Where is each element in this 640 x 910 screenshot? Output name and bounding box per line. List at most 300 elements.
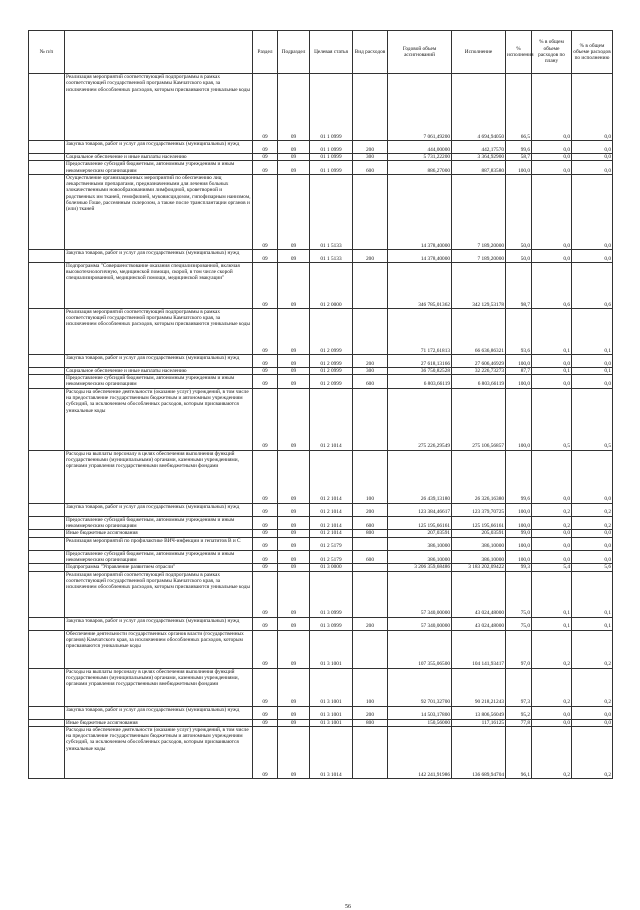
cell-share-exec: 0,2 (572, 516, 613, 530)
cell-plan: 886,27000 (388, 161, 452, 175)
cell-ispoln: 66 636,86321 (452, 308, 506, 354)
cell-vr (353, 571, 388, 617)
cell-share-exec: 0,0 (572, 719, 613, 726)
cell-num (29, 617, 65, 630)
table-row (29, 550, 613, 564)
cell-share-exec: 0,0 (572, 74, 613, 141)
cell-csr: 01 3 1001 (310, 668, 353, 706)
cell-share-plan: 0,1 (532, 367, 572, 374)
cell-name-text: Предоставление субсидий бюджетным, автономным учреждениям и иным некоммерческим организациям (66, 161, 235, 174)
cell-podrazdel: 09 (278, 450, 310, 503)
cell-razdel: 09 (253, 174, 278, 249)
cell-ispoln: 275 106,56857 (452, 388, 506, 450)
cell-share-exec: 0,0 (572, 550, 613, 564)
cell-plan: 346 785,01362 (388, 262, 452, 308)
cell-num (29, 550, 65, 564)
cell-csr: 01 1 0999 (310, 74, 353, 141)
cell-share-exec: 0,2 (572, 668, 613, 706)
cell-ispoln: 205,03591 (452, 530, 506, 537)
cell-vr (353, 726, 388, 778)
cell-name-text: Обеспечение деятельности государственных органов власти (государственных органов) Камчатского края, за исключением обособленных расходов, которым присваиваются уникальные коды (66, 630, 244, 650)
cell-plan: 150,56000 (388, 719, 452, 726)
cell-name (65, 630, 253, 668)
table-row (29, 375, 613, 389)
table-row (29, 726, 613, 778)
cell-name (65, 161, 253, 175)
cell-razdel: 09 (253, 516, 278, 530)
cell-num (29, 450, 65, 503)
cell-name-text: Закупка товаров, работ и услуг для государственных (муниципальных) нужд (66, 249, 240, 256)
table-row (29, 154, 613, 161)
cell-name-text: Осуществление организационных мероприятий по обеспечению лиц лекарственными препаратами, предназначенными для лечения больных злокачественными новообразованиями лимфоидной, кроветворной и родственных им тканей, гемофилией, муковисцидозом, гипофизарным нанизмом, болезнью Гоше, рассеянным склерозом, а также после трансплантации органов и (или) тканей (66, 174, 251, 213)
cell-pct: 93,6 (506, 308, 532, 354)
cell-num (29, 161, 65, 175)
cell-vr (353, 564, 388, 571)
cell-name (65, 516, 253, 530)
cell-csr: 01 3 1001 (310, 706, 353, 719)
cell-razdel: 09 (253, 530, 278, 537)
cell-share-plan: 0,0 (532, 74, 572, 141)
cell-pct: 100,0 (506, 503, 532, 516)
cell-name-text: Предоставление субсидий бюджетным, автономным учреждениям и иным некоммерческим организациям (66, 550, 235, 563)
cell-num (29, 249, 65, 262)
cell-name-text: Расходы на выплаты персоналу в целях обеспечения выполнения функций государственными (муниципальными) органами, казенными учреждениями, органами управления государственными внебюджетными фондами (66, 450, 239, 470)
cell-name-text: Закупка товаров, работ и услуг для государственных (муниципальных) нужд (66, 706, 240, 713)
cell-share-exec: 0,0 (572, 354, 613, 367)
table-row (29, 141, 613, 154)
cell-vr: 600 (353, 161, 388, 175)
cell-csr: 01 2 1014 (310, 388, 353, 450)
cell-vr (353, 174, 388, 249)
cell-num (29, 262, 65, 308)
cell-plan: 5 731,22200 (388, 154, 452, 161)
cell-ispoln: 27 606,46929 (452, 354, 506, 367)
header-csr: Целевая статья (310, 31, 353, 74)
cell-vr: 200 (353, 249, 388, 262)
cell-vr: 200 (353, 354, 388, 367)
cell-share-exec: 0,2 (572, 726, 613, 778)
cell-ispoln: 32 226,73273 (452, 367, 506, 374)
cell-plan: 14 378,40000 (388, 249, 452, 262)
cell-podrazdel: 09 (278, 503, 310, 516)
cell-razdel: 09 (253, 367, 278, 374)
cell-ispoln: 117,16125 (452, 719, 506, 726)
cell-plan: 14 378,40000 (388, 174, 452, 249)
cell-num (29, 706, 65, 719)
cell-razdel: 09 (253, 706, 278, 719)
cell-podrazdel: 09 (278, 141, 310, 154)
cell-share-plan: 0,0 (532, 174, 572, 249)
cell-num (29, 564, 65, 571)
cell-pct: 58,7 (506, 154, 532, 161)
cell-share-plan: 0,6 (532, 262, 572, 308)
cell-name (65, 388, 253, 450)
cell-csr: 01 1 0999 (310, 161, 353, 175)
table-row (29, 174, 613, 249)
cell-share-plan: 0,0 (532, 354, 572, 367)
cell-plan: 57 340,00000 (388, 571, 452, 617)
cell-num (29, 571, 65, 617)
cell-podrazdel: 09 (278, 262, 310, 308)
cell-ispoln: 123 379,70725 (452, 503, 506, 516)
cell-num (29, 630, 65, 668)
cell-vr: 200 (353, 141, 388, 154)
cell-razdel: 09 (253, 262, 278, 308)
cell-ispoln: 887,83580 (452, 161, 506, 175)
cell-share-exec: 0,5 (572, 388, 613, 450)
cell-share-exec: 0,6 (572, 262, 613, 308)
cell-share-plan: 0,2 (532, 503, 572, 516)
cell-plan: 92 701,32700 (388, 668, 452, 706)
table-row (29, 367, 613, 374)
cell-num (29, 530, 65, 537)
cell-plan: 6 803,66119 (388, 375, 452, 389)
cell-vr: 200 (353, 503, 388, 516)
cell-share-plan: 0,0 (532, 161, 572, 175)
cell-share-exec: 0,0 (572, 537, 613, 550)
table-row (29, 571, 613, 617)
cell-name-text: Реализация мероприятий по профилактике ВИЧ-инфекции и гепатитов В и С (66, 537, 241, 544)
cell-csr: 01 2 5179 (310, 537, 353, 550)
cell-name (65, 726, 253, 778)
cell-name-text: Расходы на обеспечение деятельности (оказание услуг) учреждений, в том числе на предоставление государственным бюджетным и автономным учреждениям субсидий, за исключением обособленных расходов, которым присваиваются уникальные коды (66, 726, 249, 752)
cell-razdel: 09 (253, 668, 278, 706)
header-share-exec: % в общем объеме расходов по исполнению (572, 31, 613, 74)
cell-num (29, 719, 65, 726)
cell-podrazdel: 09 (278, 630, 310, 668)
cell-name-text: Закупка товаров, работ и услуг для государственных (муниципальных) нужд (66, 354, 240, 361)
cell-pct: 100,0 (506, 388, 532, 450)
cell-vr: 100 (353, 450, 388, 503)
cell-vr (353, 308, 388, 354)
cell-share-exec: 0,2 (572, 630, 613, 668)
cell-ispoln: 6 803,66119 (452, 375, 506, 389)
cell-pct: 100,0 (506, 550, 532, 564)
cell-vr (353, 630, 388, 668)
cell-name-text: Реализация мероприятий соответствующей подпрограммы в рамках соответствующей государственной программы Камчатского края, за исключением обособленных расходов, которым присваиваются уникальные коды (66, 308, 250, 328)
cell-name (65, 354, 253, 367)
cell-name-text: Расходы на выплаты персоналу в целях обеспечения выполнения функций государственными (муниципальными) органами, казенными учреждениями, органами управления государственными внебюджетными фондами (66, 668, 239, 688)
cell-share-plan: 0,0 (532, 550, 572, 564)
cell-podrazdel: 09 (278, 249, 310, 262)
cell-name-text: Социальное обеспечение и иные выплаты населению (66, 154, 187, 160)
cell-share-exec: 0,0 (572, 249, 613, 262)
cell-name-text: Реализация мероприятий соответствующей подпрограммы в рамках соответствующей государственной программы Камчатского края, за исключением обособленных расходов, которым присваиваются уникальные коды (66, 74, 250, 93)
cell-razdel: 09 (253, 308, 278, 354)
cell-csr: 01 2 5179 (310, 550, 353, 564)
cell-ispoln: 43 024,48000 (452, 617, 506, 630)
header-num: № п/п (29, 31, 65, 74)
cell-csr: 01 2 1014 (310, 516, 353, 530)
cell-pct: 99,6 (506, 141, 532, 154)
cell-csr: 01 2 1014 (310, 503, 353, 516)
cell-share-exec: 0,2 (572, 503, 613, 516)
header-pct: % исполнения (506, 31, 532, 74)
cell-razdel: 09 (253, 354, 278, 367)
cell-share-exec: 0,0 (572, 161, 613, 175)
cell-podrazdel: 09 (278, 516, 310, 530)
cell-csr: 01 2 1014 (310, 530, 353, 537)
cell-name (65, 571, 253, 617)
cell-podrazdel: 09 (278, 354, 310, 367)
cell-share-exec: 0,0 (572, 530, 613, 537)
cell-name (65, 375, 253, 389)
cell-num (29, 354, 65, 367)
table-row (29, 530, 613, 537)
cell-podrazdel: 09 (278, 537, 310, 550)
cell-plan: 107 355,06500 (388, 630, 452, 668)
cell-name (65, 308, 253, 354)
cell-pct: 96,1 (506, 726, 532, 778)
cell-razdel: 09 (253, 388, 278, 450)
cell-share-plan: 0,0 (532, 154, 572, 161)
cell-name-text: Социальное обеспечение и иные выплаты населению (66, 367, 187, 374)
cell-num (29, 537, 65, 550)
cell-name (65, 262, 253, 308)
cell-vr: 200 (353, 617, 388, 630)
cell-vr: 100 (353, 668, 388, 706)
cell-share-exec: 0,1 (572, 308, 613, 354)
cell-razdel: 09 (253, 450, 278, 503)
header-ispoln: Исполнение (452, 31, 506, 74)
cell-podrazdel: 09 (278, 74, 310, 141)
cell-name-text: Подпрограмма "Совершенствование оказания специализированной, включая высокотехнологичную, медицинской помощи, скорой, в том числе скорой специализированной, медицинской помощи, медицинской эвакуации" (66, 262, 240, 282)
table-row (29, 537, 613, 550)
cell-share-plan: 5,4 (532, 564, 572, 571)
cell-plan: 71 172,61813 (388, 308, 452, 354)
table-row (29, 706, 613, 719)
cell-ispoln: 4 694,94050 (452, 74, 506, 141)
cell-plan: 123 384,46617 (388, 503, 452, 516)
cell-name (65, 668, 253, 706)
cell-num (29, 516, 65, 530)
cell-share-plan: 0,1 (532, 308, 572, 354)
cell-podrazdel: 09 (278, 530, 310, 537)
cell-num (29, 141, 65, 154)
header-name (65, 31, 253, 74)
table-row (29, 503, 613, 516)
cell-share-plan: 0,5 (532, 388, 572, 450)
cell-ispoln: 442,17570 (452, 141, 506, 154)
cell-plan: 26 439,13180 (388, 450, 452, 503)
table-row (29, 388, 613, 450)
cell-vr: 600 (353, 375, 388, 389)
cell-name-text: Закупка товаров, работ и услуг для государственных (муниципальных) нужд (66, 503, 240, 510)
cell-plan: 444,00000 (388, 141, 452, 154)
cell-ispoln: 342 129,53178 (452, 262, 506, 308)
cell-pct: 75,0 (506, 617, 532, 630)
table-row (29, 450, 613, 503)
cell-pct: 100,0 (506, 516, 532, 530)
cell-name (65, 719, 253, 726)
cell-csr: 01 2 0999 (310, 367, 353, 374)
table-row (29, 74, 613, 141)
cell-csr: 01 1 0999 (310, 154, 353, 161)
cell-share-plan: 0,0 (532, 450, 572, 503)
cell-plan: 57 340,00000 (388, 617, 452, 630)
cell-pct: 75,0 (506, 571, 532, 617)
budget-table (28, 30, 613, 779)
cell-name-text: Иные бюджетные ассигнования (66, 719, 138, 726)
cell-name (65, 141, 253, 154)
cell-csr: 01 3 1014 (310, 726, 353, 778)
cell-podrazdel: 09 (278, 571, 310, 617)
cell-vr: 300 (353, 154, 388, 161)
cell-pct: 50,0 (506, 174, 532, 249)
cell-share-plan: 0,2 (532, 516, 572, 530)
cell-num (29, 74, 65, 141)
cell-share-plan: 0,0 (532, 719, 572, 726)
cell-share-plan: 0,0 (532, 375, 572, 389)
cell-ispoln: 3 364,92900 (452, 154, 506, 161)
cell-share-plan: 0,0 (532, 537, 572, 550)
cell-share-exec: 0,0 (572, 450, 613, 503)
cell-ispoln: 136 689,94704 (452, 726, 506, 778)
page-number: 56 (345, 904, 351, 910)
table-row (29, 564, 613, 571)
cell-podrazdel: 09 (278, 308, 310, 354)
cell-podrazdel: 09 (278, 719, 310, 726)
cell-ispoln: 125 195,66161 (452, 516, 506, 530)
cell-podrazdel: 09 (278, 174, 310, 249)
table-row (29, 354, 613, 367)
cell-plan: 207,03591 (388, 530, 452, 537)
cell-name (65, 537, 253, 550)
cell-name-text: Расходы на обеспечение деятельности (оказание услуг) учреждений, в том числе на предоставление государственным бюджетным и автономным учреждениям субсидий, за исключением обособленных расходов, которым присваиваются уникальные коды (66, 388, 249, 414)
header-plan: Годовой объем ассигнований (388, 31, 452, 74)
cell-num (29, 154, 65, 161)
cell-share-exec: 5,6 (572, 564, 613, 571)
cell-share-exec: 0,0 (572, 375, 613, 389)
document-page (28, 30, 612, 910)
cell-plan: 275 226,29549 (388, 388, 452, 450)
cell-razdel: 09 (253, 564, 278, 571)
cell-podrazdel: 09 (278, 617, 310, 630)
cell-plan: 7 061,49200 (388, 74, 452, 141)
cell-name (65, 450, 253, 503)
cell-plan: 125 195,66161 (388, 516, 452, 530)
cell-share-plan: 0,0 (532, 706, 572, 719)
cell-csr: 01 2 1014 (310, 450, 353, 503)
cell-name (65, 564, 253, 571)
cell-razdel: 09 (253, 550, 278, 564)
cell-ispoln: 386,10000 (452, 550, 506, 564)
cell-plan: 27 618,13166 (388, 354, 452, 367)
cell-podrazdel: 09 (278, 564, 310, 571)
cell-csr: 01 3 0000 (310, 564, 353, 571)
cell-share-exec: 0,1 (572, 367, 613, 374)
cell-csr: 01 3 1001 (310, 719, 353, 726)
cell-share-plan: 0,1 (532, 617, 572, 630)
cell-name (65, 74, 253, 141)
cell-pct: 95,2 (506, 706, 532, 719)
cell-ispoln: 386,10000 (452, 537, 506, 550)
cell-name-text: Закупка товаров, работ и услуг для государственных (муниципальных) нужд (66, 617, 240, 624)
table-row (29, 719, 613, 726)
cell-share-plan: 0,0 (532, 530, 572, 537)
cell-razdel: 09 (253, 537, 278, 550)
cell-pct: 97,3 (506, 668, 532, 706)
cell-share-exec: 0,0 (572, 706, 613, 719)
cell-pct: 100,0 (506, 354, 532, 367)
cell-csr: 01 1 5133 (310, 174, 353, 249)
cell-vr: 800 (353, 719, 388, 726)
cell-pct: 100,0 (506, 537, 532, 550)
header-razdel: Раздел (253, 31, 278, 74)
cell-ispoln: 90 218,21243 (452, 668, 506, 706)
cell-csr: 01 1 0999 (310, 141, 353, 154)
cell-num (29, 726, 65, 778)
cell-name (65, 174, 253, 249)
cell-num (29, 388, 65, 450)
cell-share-plan: 0,1 (532, 571, 572, 617)
cell-name (65, 617, 253, 630)
header-podrazdel: Подраздел (278, 31, 310, 74)
cell-vr: 800 (353, 530, 388, 537)
cell-razdel: 09 (253, 617, 278, 630)
cell-share-exec: 0,0 (572, 141, 613, 154)
cell-razdel: 09 (253, 503, 278, 516)
cell-name-text: Подпрограмма "Управление развитием отрасли" (66, 564, 176, 571)
header-share-plan: % в общем объеме расходов по плану (532, 31, 572, 74)
cell-podrazdel: 09 (278, 550, 310, 564)
cell-plan: 386,10000 (388, 537, 452, 550)
table-row (29, 308, 613, 354)
cell-num (29, 367, 65, 374)
table-header-row (29, 31, 613, 74)
cell-name (65, 503, 253, 516)
cell-ispoln: 7 189,20000 (452, 249, 506, 262)
cell-num (29, 668, 65, 706)
cell-share-exec: 0,0 (572, 174, 613, 249)
cell-pct: 99,0 (506, 530, 532, 537)
table-row (29, 668, 613, 706)
cell-vr (353, 262, 388, 308)
cell-razdel: 09 (253, 375, 278, 389)
cell-pct: 99,6 (506, 450, 532, 503)
cell-ispoln: 3 183 202,09422 (452, 564, 506, 571)
cell-razdel: 09 (253, 141, 278, 154)
cell-vr: 600 (353, 516, 388, 530)
cell-plan: 142 241,91986 (388, 726, 452, 778)
cell-csr: 01 2 0000 (310, 262, 353, 308)
cell-share-exec: 0,0 (572, 154, 613, 161)
cell-razdel: 09 (253, 630, 278, 668)
cell-share-plan: 0,0 (532, 249, 572, 262)
cell-razdel: 09 (253, 719, 278, 726)
cell-pct: 99,3 (506, 564, 532, 571)
cell-razdel: 09 (253, 154, 278, 161)
cell-podrazdel: 09 (278, 161, 310, 175)
cell-pct: 66,5 (506, 74, 532, 141)
cell-share-exec: 0,1 (572, 617, 613, 630)
cell-vr: 600 (353, 550, 388, 564)
cell-pct: 50,0 (506, 249, 532, 262)
cell-name-text: Реализация мероприятий соответствующей подпрограммы в рамках соответствующей государственной программы Камчатского края, за исключением обособленных расходов, которым присваиваются уникальные коды (66, 571, 250, 591)
cell-num (29, 375, 65, 389)
cell-share-plan: 0,0 (532, 141, 572, 154)
cell-name (65, 249, 253, 262)
cell-csr: 01 2 0999 (310, 354, 353, 367)
cell-share-plan: 0,2 (532, 630, 572, 668)
table-row (29, 516, 613, 530)
cell-name-text: Предоставление субсидий бюджетным, автономным учреждениям и иным некоммерческим организациям (66, 375, 235, 388)
cell-share-plan: 0,2 (532, 726, 572, 778)
cell-ispoln: 26 326,16380 (452, 450, 506, 503)
table-row (29, 262, 613, 308)
cell-vr (353, 537, 388, 550)
cell-name (65, 154, 253, 161)
